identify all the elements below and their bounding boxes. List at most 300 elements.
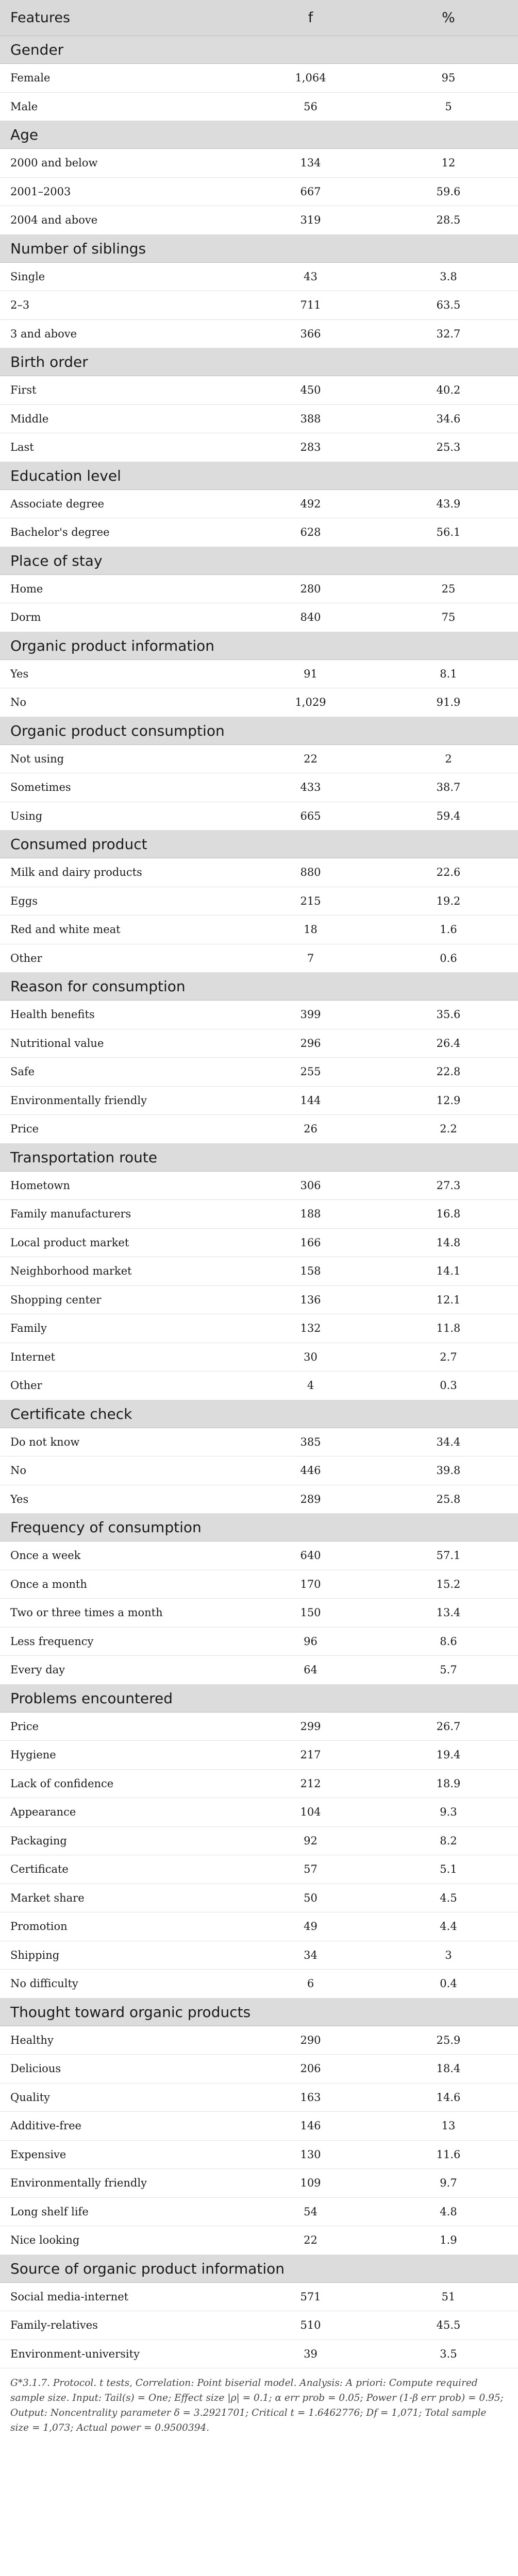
table-body [0,36,518,2368]
row-frequency: 91 [242,659,379,688]
row-frequency: 57 [242,1855,379,1884]
table-row [0,1058,518,1087]
table-row [0,177,518,206]
table-row [0,518,518,547]
row-percent: 9.3 [379,1798,518,1827]
row-frequency: 628 [242,518,379,547]
row-percent: 4.4 [379,1912,518,1941]
table-row [0,319,518,348]
row-percent: 32.7 [379,319,518,348]
table-row [0,1627,518,1656]
table-row [0,1371,518,1400]
header-percent: % [379,0,518,36]
table-row [0,2112,518,2141]
row-frequency: 170 [242,1570,379,1599]
row-frequency: 54 [242,2197,379,2226]
row-label: Milk and dairy products [0,858,242,887]
row-percent: 19.4 [379,1741,518,1770]
row-frequency: 18 [242,916,379,944]
row-frequency: 30 [242,1343,379,1371]
row-label: Promotion [0,1912,242,1941]
row-label: Shipping [0,1941,242,1970]
row-frequency: 158 [242,1257,379,1286]
section-header-row [0,1684,518,1712]
table-row [0,1826,518,1855]
row-label: Do not know [0,1428,242,1456]
table-row [0,916,518,944]
row-label: Hygiene [0,1741,242,1770]
section-title: Organic product consumption [0,717,518,744]
table-row [0,1485,518,1514]
row-frequency: 4 [242,1371,379,1400]
table-row [0,802,518,831]
section-header-row [0,632,518,659]
row-label: Dorm [0,603,242,632]
row-percent: 45.5 [379,2311,518,2340]
row-label: Expensive [0,2140,242,2169]
row-percent: 34.4 [379,1428,518,1456]
row-label: Packaging [0,1826,242,1855]
row-percent: 18.4 [379,2055,518,2083]
row-label: Social media-internet [0,2282,242,2311]
row-percent: 4.5 [379,1884,518,1912]
table-row [0,1171,518,1200]
section-header-row [0,717,518,744]
row-label: No [0,688,242,717]
row-frequency: 22 [242,744,379,773]
table-row [0,2083,518,2112]
row-percent: 35.6 [379,1001,518,1029]
row-label: 2–3 [0,291,242,320]
table-row [0,1029,518,1058]
table-row [0,1970,518,1998]
table-row [0,433,518,462]
row-frequency: 290 [242,2026,379,2055]
row-percent: 11.8 [379,1314,518,1343]
row-label: Family-relatives [0,2311,242,2340]
section-title: Organic product information [0,632,518,659]
row-label: Every day [0,1656,242,1685]
row-label: Yes [0,1485,242,1514]
row-frequency: 492 [242,489,379,518]
row-percent: 0.4 [379,1970,518,1998]
row-frequency: 130 [242,2140,379,2169]
row-frequency: 667 [242,177,379,206]
table-row [0,92,518,121]
table-row [0,1343,518,1371]
row-percent: 75 [379,603,518,632]
table-row [0,1741,518,1770]
row-percent: 2.7 [379,1343,518,1371]
row-frequency: 144 [242,1086,379,1115]
row-frequency: 92 [242,1826,379,1855]
row-frequency: 163 [242,2083,379,2112]
row-label: Less frequency [0,1627,242,1656]
table-row [0,404,518,433]
row-label: Shopping center [0,1285,242,1314]
section-title: Number of siblings [0,234,518,262]
table-row [0,1541,518,1570]
row-percent: 34.6 [379,404,518,433]
row-label: Environment-university [0,2340,242,2368]
row-label: Environmentally friendly [0,1086,242,1115]
row-percent: 22.6 [379,858,518,887]
row-label: Single [0,262,242,291]
section-header-row [0,1400,518,1428]
row-frequency: 510 [242,2311,379,2340]
row-frequency: 6 [242,1970,379,1998]
row-label: Nice looking [0,2226,242,2255]
table-row [0,2055,518,2083]
row-percent: 25 [379,574,518,603]
row-frequency: 299 [242,1712,379,1741]
table-row [0,1086,518,1115]
row-percent: 57.1 [379,1541,518,1570]
row-frequency: 166 [242,1228,379,1257]
row-label: Long shelf life [0,2197,242,2226]
row-percent: 12.1 [379,1285,518,1314]
row-frequency: 39 [242,2340,379,2368]
row-percent: 25.9 [379,2026,518,2055]
header-frequency: f [242,0,379,36]
row-label: Environmentally friendly [0,2169,242,2198]
section-header-row [0,121,518,149]
row-frequency: 212 [242,1769,379,1798]
row-frequency: 450 [242,376,379,405]
row-frequency: 109 [242,2169,379,2198]
row-label: Not using [0,744,242,773]
table-row [0,1115,518,1144]
row-percent: 9.7 [379,2169,518,2198]
row-percent: 18.9 [379,1769,518,1798]
row-percent: 25.3 [379,433,518,462]
table-row [0,2311,518,2340]
table-row [0,2340,518,2368]
row-label: Health benefits [0,1001,242,1029]
row-label: Market share [0,1884,242,1912]
table-row [0,659,518,688]
section-header-row [0,36,518,64]
row-label: Hometown [0,1171,242,1200]
table-row [0,1456,518,1485]
row-percent: 12.9 [379,1086,518,1115]
row-label: Bachelor's degree [0,518,242,547]
section-title: Place of stay [0,547,518,574]
table-row [0,262,518,291]
row-percent: 25.8 [379,1485,518,1514]
row-percent: 5.7 [379,1656,518,1685]
row-frequency: 283 [242,433,379,462]
row-percent: 22.8 [379,1058,518,1087]
table-row [0,1314,518,1343]
row-frequency: 150 [242,1599,379,1628]
table-row [0,489,518,518]
row-percent: 15.2 [379,1570,518,1599]
row-percent: 27.3 [379,1171,518,1200]
row-frequency: 366 [242,319,379,348]
table-row [0,944,518,973]
row-percent: 14.8 [379,1228,518,1257]
table-row [0,1001,518,1029]
row-frequency: 1,064 [242,64,379,93]
table-row [0,1570,518,1599]
table-row [0,149,518,178]
section-title: Frequency of consumption [0,1514,518,1541]
table-row [0,1798,518,1827]
row-label: Family [0,1314,242,1343]
row-frequency: 206 [242,2055,379,2083]
table-row [0,2282,518,2311]
section-title: Age [0,121,518,149]
section-title: Thought toward organic products [0,1998,518,2026]
section-header-row [0,234,518,262]
row-label: Price [0,1115,242,1144]
row-frequency: 22 [242,2226,379,2255]
row-frequency: 296 [242,1029,379,1058]
row-frequency: 840 [242,603,379,632]
row-frequency: 49 [242,1912,379,1941]
row-percent: 14.1 [379,1257,518,1286]
section-header-row [0,1143,518,1171]
table-row [0,574,518,603]
table-footnote: G*3.1.7. Protocol. t tests, Correlation: Point biserial model. Analysis: A priori: Compute required sample size. Input: Tail(s) = One; Effect size |ρ| = 0.1; α err prob = 0.05; Power (1-β err prob) = 0.95; Output: Noncentrality parameter δ = 3.2921701; Critical t = 1.6462776; Df = 1,071; Total sample size = 1,073; Actual power = 0.9500394. [10,2378,504,2433]
row-label: Internet [0,1343,242,1371]
section-header-row [0,1998,518,2026]
table-row [0,1428,518,1456]
row-percent: 3.5 [379,2340,518,2368]
table-row [0,1285,518,1314]
header-features: Features [0,0,242,36]
row-label: Red and white meat [0,916,242,944]
row-label: Healthy [0,2026,242,2055]
row-percent: 4.8 [379,2197,518,2226]
row-label: Appearance [0,1798,242,1827]
table-row [0,1912,518,1941]
section-header-row [0,547,518,574]
row-label: Nutritional value [0,1029,242,1058]
table-row [0,2226,518,2255]
row-frequency: 385 [242,1428,379,1456]
section-title: Education level [0,462,518,489]
row-percent: 43.9 [379,489,518,518]
table-row [0,1855,518,1884]
row-percent: 2.2 [379,1115,518,1144]
row-label: Local product market [0,1228,242,1257]
row-label: Quality [0,2083,242,2112]
row-percent: 95 [379,64,518,93]
row-label: 2004 and above [0,206,242,235]
row-frequency: 7 [242,944,379,973]
row-frequency: 280 [242,574,379,603]
section-header-row [0,1514,518,1541]
section-header-row [0,973,518,1001]
row-frequency: 188 [242,1200,379,1229]
row-frequency: 255 [242,1058,379,1087]
table-row [0,1656,518,1685]
table-row [0,376,518,405]
row-label: Other [0,944,242,973]
table-row [0,1769,518,1798]
row-frequency: 132 [242,1314,379,1343]
row-percent: 8.6 [379,1627,518,1656]
row-frequency: 388 [242,404,379,433]
row-percent: 63.5 [379,291,518,320]
section-title: Transportation route [0,1143,518,1171]
table-row [0,2140,518,2169]
table-row [0,744,518,773]
row-frequency: 640 [242,1541,379,1570]
section-title: Birth order [0,348,518,376]
row-percent: 16.8 [379,1200,518,1229]
row-frequency: 665 [242,802,379,831]
row-percent: 3 [379,1941,518,1970]
row-label: Additive-free [0,2112,242,2141]
table-row [0,603,518,632]
row-frequency: 64 [242,1656,379,1685]
row-frequency: 56 [242,92,379,121]
row-label: Price [0,1712,242,1741]
table-row [0,858,518,887]
table-row [0,2026,518,2055]
row-label: Yes [0,659,242,688]
row-label: Once a month [0,1570,242,1599]
row-label: Male [0,92,242,121]
row-frequency: 711 [242,291,379,320]
row-label: No difficulty [0,1970,242,1998]
section-header-row [0,462,518,489]
row-label: No [0,1456,242,1485]
row-percent: 5 [379,92,518,121]
row-frequency: 50 [242,1884,379,1912]
row-percent: 13 [379,2112,518,2141]
table-row [0,1712,518,1741]
row-frequency: 104 [242,1798,379,1827]
row-frequency: 306 [242,1171,379,1200]
row-percent: 26.7 [379,1712,518,1741]
row-label: Family manufacturers [0,1200,242,1229]
table-row [0,1257,518,1286]
row-frequency: 433 [242,773,379,802]
row-label: Home [0,574,242,603]
section-header-row [0,831,518,858]
row-label: Certificate [0,1855,242,1884]
section-title: Certificate check [0,1400,518,1428]
row-percent: 5.1 [379,1855,518,1884]
row-percent: 2 [379,744,518,773]
table-row [0,1200,518,1229]
row-percent: 13.4 [379,1599,518,1628]
row-percent: 38.7 [379,773,518,802]
section-title: Source of organic product information [0,2255,518,2282]
row-label: Neighborhood market [0,1257,242,1286]
table-header-row [0,0,518,36]
row-frequency: 96 [242,1627,379,1656]
table-row [0,1228,518,1257]
table-row [0,291,518,320]
table-row [0,887,518,916]
row-frequency: 217 [242,1741,379,1770]
row-percent: 39.8 [379,1456,518,1485]
table-row [0,688,518,717]
row-label: 2000 and below [0,149,242,178]
row-label: Other [0,1371,242,1400]
table-row [0,1884,518,1912]
table-row [0,206,518,235]
row-frequency: 1,029 [242,688,379,717]
row-percent: 0.6 [379,944,518,973]
row-frequency: 289 [242,1485,379,1514]
row-label: First [0,376,242,405]
row-frequency: 136 [242,1285,379,1314]
row-label: 3 and above [0,319,242,348]
row-label: Lack of confidence [0,1769,242,1798]
row-label: Safe [0,1058,242,1087]
row-percent: 91.9 [379,688,518,717]
row-frequency: 134 [242,149,379,178]
row-percent: 59.6 [379,177,518,206]
table-row [0,64,518,93]
row-label: Associate degree [0,489,242,518]
section-title: Problems encountered [0,1684,518,1712]
row-percent: 0.3 [379,1371,518,1400]
section-title: Reason for consumption [0,973,518,1001]
row-label: 2001–2003 [0,177,242,206]
row-frequency: 880 [242,858,379,887]
row-frequency: 34 [242,1941,379,1970]
section-title: Consumed product [0,831,518,858]
row-frequency: 146 [242,2112,379,2141]
section-header-row [0,2255,518,2282]
row-label: Female [0,64,242,93]
row-percent: 59.4 [379,802,518,831]
row-percent: 14.6 [379,2083,518,2112]
section-header-row [0,348,518,376]
row-label: Middle [0,404,242,433]
row-frequency: 43 [242,262,379,291]
row-frequency: 399 [242,1001,379,1029]
row-percent: 8.2 [379,1826,518,1855]
row-frequency: 446 [242,1456,379,1485]
row-percent: 40.2 [379,376,518,405]
table-row [0,1599,518,1628]
row-frequency: 215 [242,887,379,916]
row-percent: 12 [379,149,518,178]
row-label: Sometimes [0,773,242,802]
row-label: Eggs [0,887,242,916]
table-row [0,1941,518,1970]
row-label: Once a week [0,1541,242,1570]
section-title: Gender [0,36,518,64]
row-label: Last [0,433,242,462]
row-label: Using [0,802,242,831]
row-frequency: 319 [242,206,379,235]
row-label: Delicious [0,2055,242,2083]
row-percent: 28.5 [379,206,518,235]
row-percent: 3.8 [379,262,518,291]
row-percent: 11.6 [379,2140,518,2169]
row-percent: 26.4 [379,1029,518,1058]
row-frequency: 571 [242,2282,379,2311]
row-percent: 1.6 [379,916,518,944]
table-row [0,773,518,802]
row-percent: 56.1 [379,518,518,547]
row-label: Two or three times a month [0,1599,242,1628]
row-frequency: 26 [242,1115,379,1144]
row-percent: 1.9 [379,2226,518,2255]
row-percent: 19.2 [379,887,518,916]
row-percent: 8.1 [379,659,518,688]
table-row [0,2197,518,2226]
